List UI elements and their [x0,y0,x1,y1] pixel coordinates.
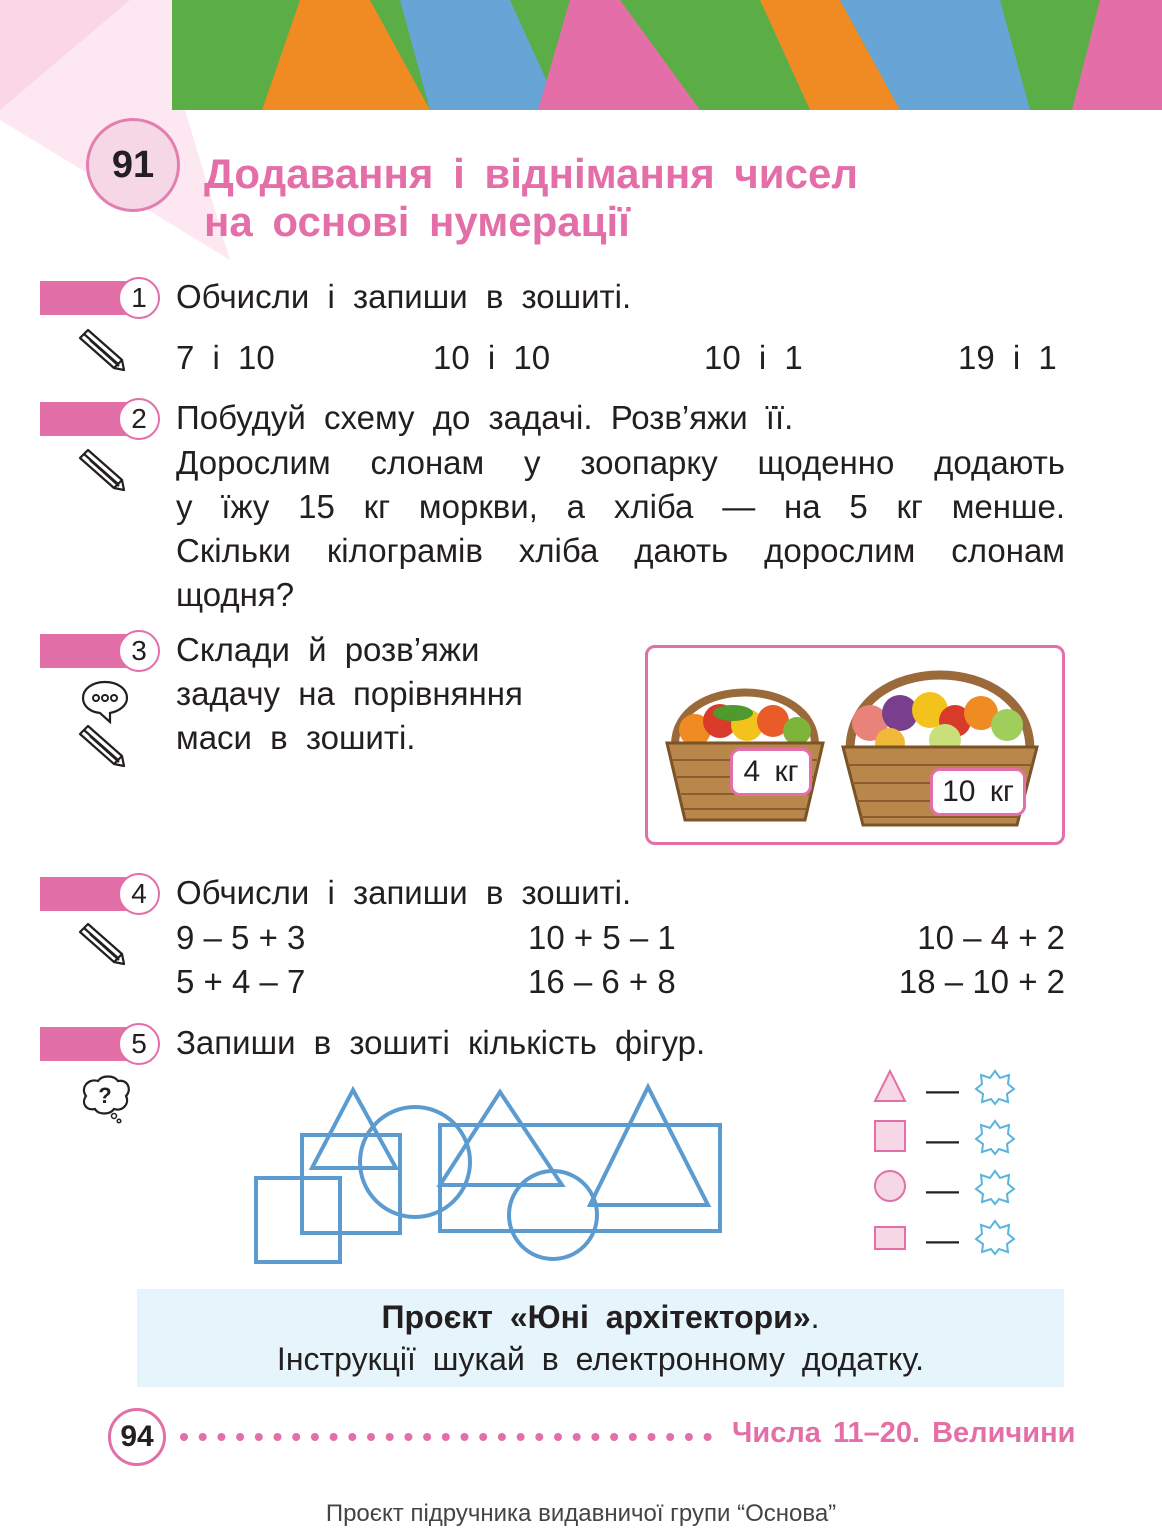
page-number-badge [108,1408,166,1466]
leader-dot [423,1433,431,1441]
section-title: Числа 11–20. Величини [732,1417,1076,1449]
lesson-number-badge [86,118,180,212]
leader-dot [236,1433,244,1441]
leader-dot [255,1433,263,1441]
leader-dot [685,1433,693,1441]
task-1-item: 7 і 10 [176,339,275,376]
expression: 5 + 4 – 7 [176,963,306,1000]
pencil-icon [78,326,130,374]
project-title-line [137,1299,1064,1336]
leader-dot [554,1433,562,1441]
expression: 10 + 5 – 1 [528,919,676,956]
pencil-icon [78,446,130,494]
task-3-text-line: задачу на порівняння [176,675,523,712]
leader-dot [292,1433,300,1441]
publisher-note: Проєкт підручника видавничої групи “Основа” [325,1500,837,1527]
expression: 9 – 5 + 3 [176,919,306,956]
project-box [137,1289,1064,1387]
task-number-1: 1 [118,277,160,319]
project-title-period: . [810,1299,820,1335]
figures-diagram [250,1080,730,1270]
legend-dash: — [926,1121,959,1158]
task-2-text-line: у їжу 15 кг моркви, а хліба — на 5 кг менше. [176,488,1065,525]
task-2-instruction: Побудуй схему до задачі. Розв’яжи її. [176,399,794,436]
leader-dot [591,1433,599,1441]
task-number-4: 4 [118,873,160,915]
leader-dot [535,1433,543,1441]
lesson-title [204,150,964,246]
answer-star-icon [974,1218,1016,1256]
legend-rectangle-shape [872,1222,908,1252]
answer-star-icon [974,1118,1016,1156]
figure-triangle [312,1090,396,1168]
dotted-line [178,1430,723,1444]
legend-triangle-shape [872,1068,908,1104]
leader-dot [479,1433,487,1441]
leader-dot [311,1433,319,1441]
project-instruction: Інструкції шукай в електронному додатку. [276,1341,925,1377]
leader-dot [367,1433,375,1441]
leader-dot [517,1433,525,1441]
task-5-instruction: Запиши в зошиті кількість фігур. [176,1024,706,1061]
lesson-title-line2: на основі нумерації [204,198,630,245]
speech-bubble-icon [80,678,130,724]
svg-text:?: ? [98,1083,112,1108]
task-number-3: 3 [118,630,160,672]
answer-star-icon [974,1068,1016,1106]
expression: 18 – 10 + 2 [898,963,1065,1000]
leader-dot [648,1433,656,1441]
pencil-icon [78,920,130,968]
leader-dot [386,1433,394,1441]
leader-dot [573,1433,581,1441]
task-4-instruction: Обчисли і запиши в зошиті. [176,874,632,911]
task-2-text-line: щодня? [176,576,295,613]
leader-dot [629,1433,637,1441]
task-2-text-line: Дорослим слонам у зоопарку щоденно додають [176,444,1065,481]
answer-star-icon [974,1168,1016,1206]
page-number: 94 [120,1420,154,1453]
figure-square [256,1178,340,1262]
leader-dot [330,1433,338,1441]
task-3-text-line: маси в зошиті. [176,719,416,756]
leader-dot [404,1433,412,1441]
leader-dot [180,1433,188,1441]
basket-weight-tag: 4 кг [730,748,812,796]
legend-dash: — [926,1171,959,1208]
leader-dot [348,1433,356,1441]
task-number-5: 5 [118,1023,160,1065]
legend-circle-shape [872,1168,908,1204]
basket-weight-tag: 10 кг [930,768,1026,816]
legend-dash: — [926,1221,959,1258]
lesson-title-line1: Додавання і віднімання чисел [204,150,858,197]
lesson-number: 91 [111,143,155,186]
legend-square-shape [872,1118,908,1154]
figure-triangle [590,1087,708,1205]
leader-dot [666,1433,674,1441]
project-title: Проєкт «Юні архітектори» [381,1299,811,1335]
task-1-item: 19 і 1 [958,339,1057,376]
leader-dot [199,1433,207,1441]
leader-dot [498,1433,506,1441]
legend-dash: — [926,1071,959,1108]
leader-dot [461,1433,469,1441]
leader-dot [274,1433,282,1441]
leader-dot [610,1433,618,1441]
expression: 16 – 6 + 8 [528,963,676,1000]
task-3-text-line: Склади й розв’яжи [176,631,480,668]
task-1-item: 10 і 10 [433,339,551,376]
thinking-question-icon [78,1074,132,1124]
leader-dot [704,1433,712,1441]
leader-dot [442,1433,450,1441]
task-1-item: 10 і 1 [704,339,803,376]
task-2-text-line: Скільки кілограмів хліба дають дорослим слонам [176,532,1065,569]
expression: 10 – 4 + 2 [917,919,1065,956]
pencil-icon [78,722,130,770]
color-banner [0,0,1162,110]
task-number-2: 2 [118,398,160,440]
leader-dot [217,1433,225,1441]
task-1-instruction: Обчисли і запиши в зошиті. [176,278,632,315]
